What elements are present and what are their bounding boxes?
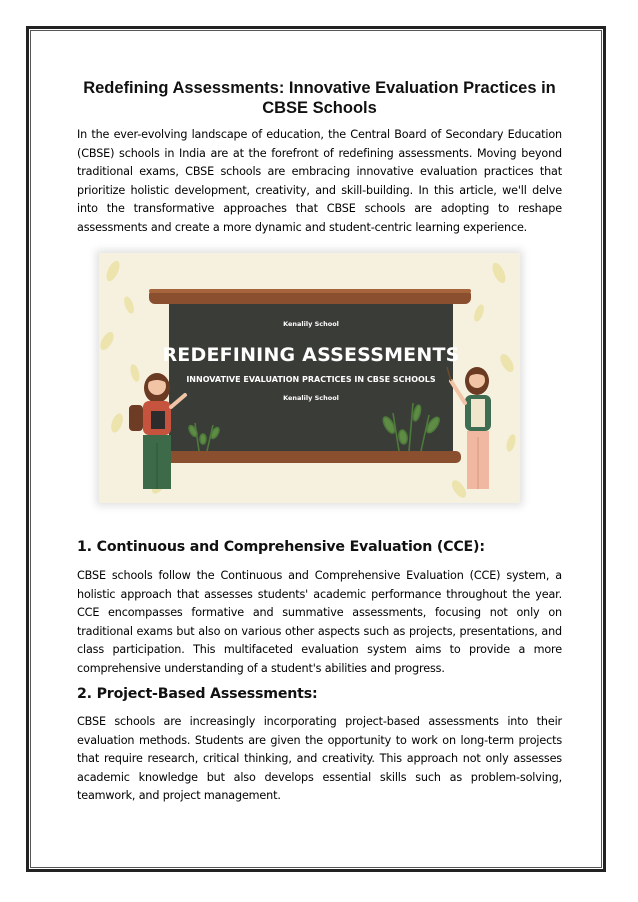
section-paragraph: CBSE schools are increasingly incorporating project-based assessments into their evaluation methods. Students are given the opportunity to work on long-term projects that require research, critical thinking, and creativity. This approach not only assesses academic knowledge but also develops essential skills such as problem-solving, teamwork, and project management. [77,715,562,803]
banner-school-top: Kenalily School [283,320,339,328]
section-project-based [77,684,562,806]
section-heading: 2. Project-Based Assessments: [77,686,318,702]
section-paragraph: CBSE schools follow the Continuous and Comprehensive Evaluation (CCE) system, a holistic approach that assesses students' academic performance throughout the year. CCE encompasses formative and summative assessments, focusing not only on traditional exams but also on various other aspects such as projects, presentations, and class participation. This multifaceted evaluation system aims to provide a more comprehensive understanding of a student's abilities and progress. [77,569,562,675]
bottom-wood-beam [161,451,461,463]
section-cce [77,537,562,679]
intro-paragraph: In the ever-evolving landscape of education, the Central Board of Secondary Education (CBSE) schools in India are at the forefront of redefining assessments. Moving beyond traditional exams, CBSE schools are embracing innovative evaluation practices that prioritize holistic development, creativity, and skill-building. In this article, we'll delve into the transformative approaches that CBSE schools are adopting to reshape assessments and create a more dynamic and student-centric learning experience. [77,128,562,234]
banner-school-bottom: Kenalily School [283,394,339,402]
banner-heading: REDEFINING ASSESSMENTS [162,344,460,366]
article-banner-image [99,253,520,503]
section-heading: 1. Continuous and Comprehensive Evaluation (CCE): [77,539,485,555]
teacher-girl-right-icon [447,367,491,489]
article-title: Redefining Assessments: Innovative Evaluation Practices in CBSE Schools [83,79,556,117]
article [77,78,562,238]
banner-illustration [99,253,520,503]
banner-subheading: INNOVATIVE EVALUATION PRACTICES IN CBSE SCHOOLS [186,375,436,384]
